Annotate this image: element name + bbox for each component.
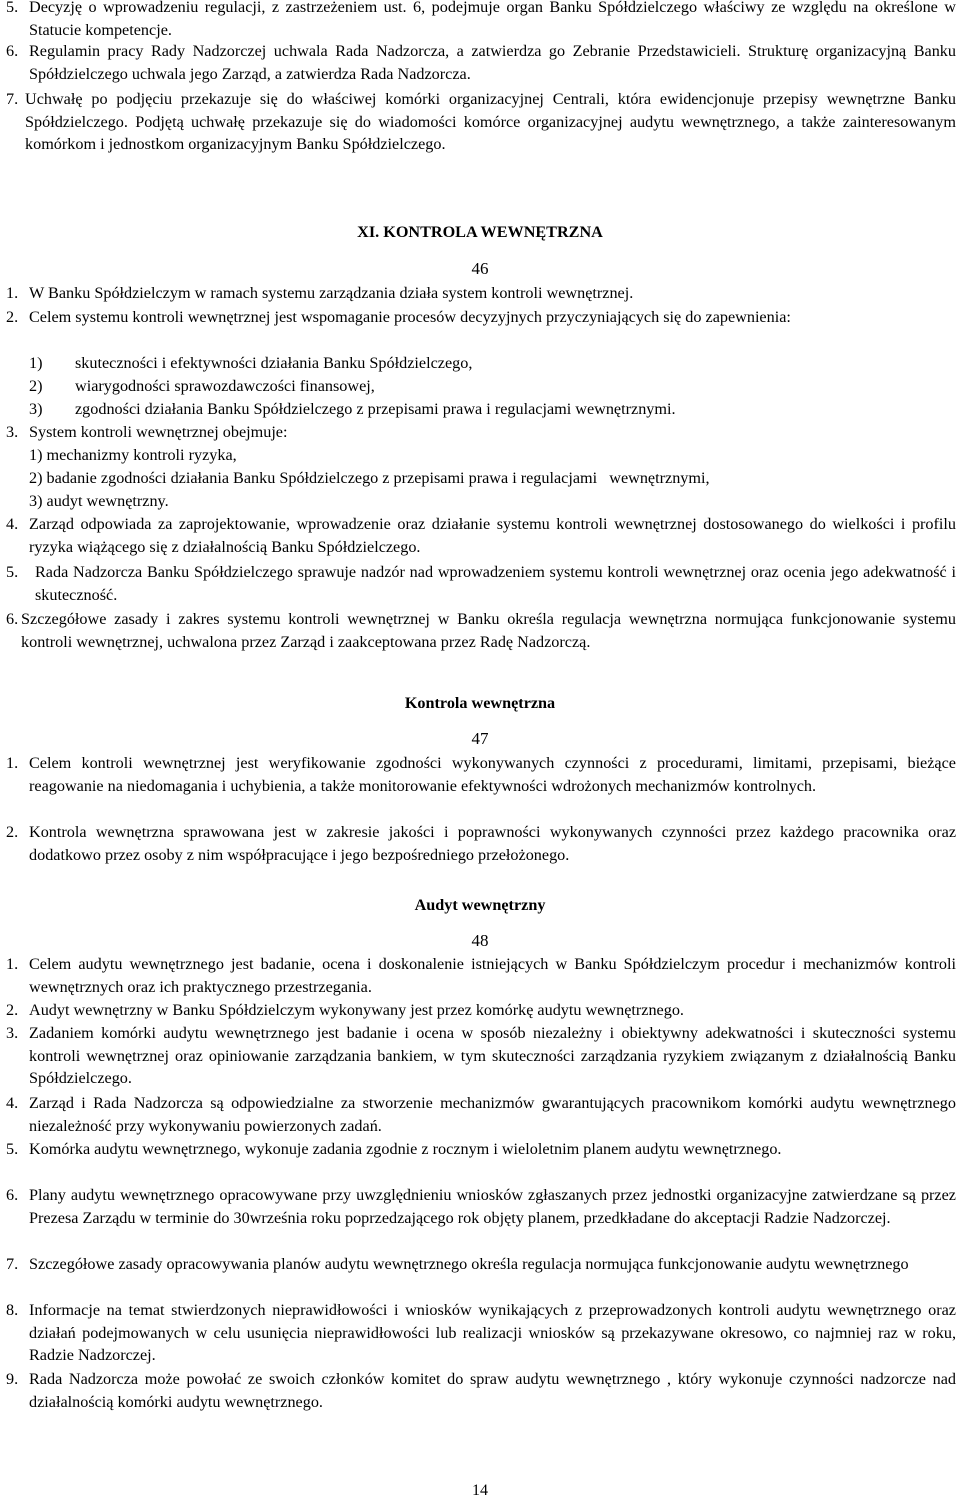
item-text: Audyt wewnętrzny w Banku Spółdzielczym wykonywany jest przez komórkę audytu wewnętrznego. (29, 1001, 684, 1019)
list-item (6, 608, 956, 653)
item-number: 7. (6, 1255, 19, 1273)
list-item (6, 953, 956, 998)
item-text: Szczegółowe zasady i zakres systemu kontroli wewnętrznej w Banku określa regulacja wewnętrzna normująca funkcjonowanie systemu kontroli wewnętrznej, uchwalona przez Zarząd i zaakceptowana przez Radę Nadzorczą. (21, 610, 956, 651)
list-item (6, 1022, 956, 1090)
item-number: 5. (6, 0, 19, 16)
list-item (6, 513, 956, 558)
item-number: 5. (6, 1140, 19, 1158)
item-number: 4. (6, 515, 19, 533)
item-text: Zarząd odpowiada za zaprojektowanie, wprowadzenie oraz działanie systemu kontroli wewnętrznej dostosowanego do wielkości i profilu ryzyka wiążącego się z działalnością Banku Spółdzielczego. (29, 515, 956, 556)
item-text: Zadaniem komórki audytu wewnętrznego jest badanie i ocena w sposób niezależny i obiektywny adekwatności i skuteczności systemu kontroli wewnętrznej oraz opiniowanie zarządzania bankiem, w tym skuteczności zarządzania ryzykiem związanym z działalnością Banku Spółdzielczego. (29, 1024, 956, 1087)
sub-item-number: 2) (29, 377, 43, 395)
sub-item-number: 3) (29, 400, 43, 418)
page-number: 14 (472, 1482, 488, 1499)
item-text: Celem audytu wewnętrznego jest badanie, ocena i doskonalenie istniejących w Banku Spółdzielczym procedur i mechanizmów kontroli wewnętrznych oraz ich praktycznego przestrzegania. (29, 955, 956, 996)
item-number: 2. (6, 823, 19, 841)
item-number: 1. (6, 754, 19, 772)
paragraph-mark: 47 (471, 729, 489, 748)
item-text: Rada Nadzorcza może powołać ze swoich członków komitet do spraw audytu wewnętrznego , który wykonuje czynności nadzorcze nad działalnością komórki audytu wewnętrznego. (29, 1370, 956, 1411)
item-number: 9. (6, 1370, 19, 1388)
item-text: Celem kontroli wewnętrznej jest weryfikowanie zgodności wykonywanych czynności z procedurami, limitami, przepisami, bieżące reagowanie na niedomagania i uchybienia, a także monitorowanie efektywności wdrożonych mechanizmów kontrolnych. (29, 754, 956, 795)
item-number: 2. (6, 1001, 19, 1019)
item-text: Celem systemu kontroli wewnętrznej jest wspomaganie procesów decyzyjnych przyczyniających się do zapewnienia: (29, 308, 791, 326)
item-text: Informacje na temat stwierdzonych nieprawidłowości i wniosków wynikających z przeprowadzonych kontroli audytu wewnętrznego oraz działań podejmowanych w celu usunięcia nieprawidłowości lub realizacji wniosków są przekazywane okresowo, co najmniej raz w roku, Radzie Nadzorczej. (29, 1301, 956, 1364)
list-item (6, 1253, 956, 1276)
item-number: 8. (6, 1301, 19, 1319)
item-number: 3. (6, 423, 19, 441)
sub-item-text: skuteczności i efektywności działania Banku Spółdzielczego, (75, 354, 473, 372)
item-text: System kontroli wewnętrznej obejmuje: (29, 423, 288, 441)
list-item (6, 88, 956, 156)
sub-item: 2) badanie zgodności działania Banku Spółdzielczego z przepisami prawa i regulacjami wewnętrznymi, (29, 469, 710, 487)
paragraph-mark: 46 (471, 259, 489, 278)
list-item (6, 421, 956, 444)
list-item (6, 752, 956, 797)
list-item (6, 1138, 956, 1161)
item-text: Kontrola wewnętrzna sprawowana jest w zakresie jakości i poprawności wykonywanych czynności przez każdego pracownika oraz dodatkowo przez osoby z nim współpracujące i jego bezpośredniego przełożonego. (29, 823, 956, 864)
item-text: Komórka audytu wewnętrznego, wykonuje zadania zgodnie z rocznym i wieloletnim planem audytu wewnętrznego. (29, 1140, 782, 1158)
item-text: Uchwałę po podjęciu przekazuje się do właściwej komórki organizacyjnej Centrali, która ewidencjonuje przepisy wewnętrzne Banku Spółdzielczego. Podjętą uchwałę przekazuje się do wiadomości komórce organizacyjnej audytu wewnętrznego, a także zainteresowanym komórkom i jednostkom organizacyjnym Banku Spółdzielczego. (25, 90, 956, 153)
item-number: 5. (6, 563, 19, 581)
sub-item-text: wiarygodności sprawozdawczości finansowej, (75, 377, 375, 395)
item-number: 4. (6, 1094, 19, 1112)
item-number: 2. (6, 308, 19, 326)
sub-item (29, 352, 949, 375)
sub-item-number: 1) (29, 354, 43, 372)
item-number: 3. (6, 1024, 19, 1042)
item-text: Decyzję o wprowadzeniu regulacji, z zastrzeżeniem ust. 6, podejmuje organ Banku Spółdzielczego właściwy ze względu na określone w Statucie kompetencje. (29, 0, 956, 39)
list-item (6, 561, 956, 606)
item-number: 1. (6, 284, 19, 302)
item-text: Plany audytu wewnętrznego opracowywane przy uwzględnieniu wniosków zgłaszanych przez jednostki organizacyjne zatwierdzane są przez Prezesa Zarządu w terminie do 30września roku poprzedzającego rok objęty planem, przedkładane do akceptacji Radzie Nadzorczej. (29, 1186, 956, 1227)
list-item (6, 999, 956, 1022)
item-text: W Banku Spółdzielczym w ramach systemu zarządzania działa system kontroli wewnętrznej. (29, 284, 634, 302)
sub-item-text: zgodności działania Banku Spółdzielczego z przepisami prawa i regulacjami wewnętrznymi. (75, 400, 676, 418)
item-text: Rada Nadzorcza Banku Spółdzielczego sprawuje nadzór nad wprowadzeniem systemu kontroli wewnętrznej oraz ocenia jego adekwatność i skuteczność. (35, 563, 956, 604)
list-item (6, 282, 956, 305)
item-number: 6. (6, 42, 19, 60)
item-number: 7. (6, 90, 19, 108)
list-item (6, 0, 956, 41)
list-item (6, 1092, 956, 1137)
item-text: Zarząd i Rada Nadzorcza są odpowiedzialne za stworzenie mechanizmów gwarantujących pracownikom komórki audytu wewnętrznego niezależność przy wykonywaniu powierzonych zadań. (29, 1094, 956, 1135)
sub-item: 3) audyt wewnętrzny. (29, 492, 169, 510)
list-item (6, 306, 956, 329)
item-number: 1. (6, 955, 19, 973)
sub-item: 1) mechanizmy kontroli ryzyka, (29, 446, 237, 464)
list-item (6, 40, 956, 85)
section-heading: XI. KONTROLA WEWNĘTRZNA (357, 223, 603, 241)
subsection-heading: Kontrola wewnętrzna (404, 694, 556, 712)
list-item (6, 1184, 956, 1229)
list-item (6, 1368, 956, 1413)
subsection-heading: Audyt wewnętrzny (414, 896, 546, 914)
paragraph-mark: 48 (471, 931, 489, 950)
item-number: 6. (6, 610, 19, 628)
list-item (6, 821, 956, 866)
item-number: 6. (6, 1186, 19, 1204)
item-text: Szczegółowe zasady opracowywania planów audytu wewnętrznego określa regulacja normująca funkcjonowanie audytu wewnętrznego (29, 1255, 909, 1273)
list-item (6, 1299, 956, 1367)
sub-item (29, 375, 949, 398)
sub-item (29, 398, 949, 421)
item-text: Regulamin pracy Rady Nadzorczej uchwala Rada Nadzorcza, a zatwierdza go Zebranie Przedstawicieli. Strukturę organizacyjną Banku Spółdzielczego uchwala jego Zarząd, a zatwierdza Rada Nadzorcza. (29, 42, 956, 83)
